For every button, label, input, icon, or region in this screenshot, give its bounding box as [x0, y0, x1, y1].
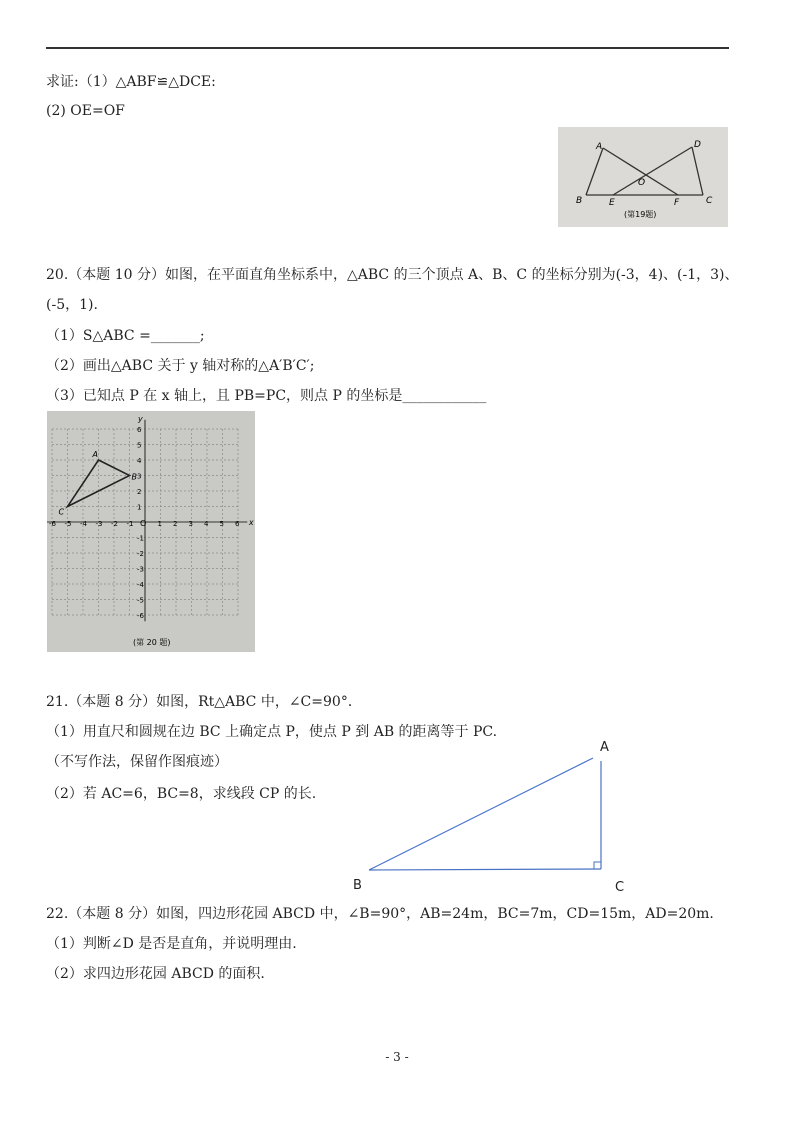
- x-axis-label: x: [248, 518, 254, 527]
- q22-part1: （1）判断∠D 是否是直角，并说明理由.: [46, 936, 297, 952]
- side-bc: [369, 869, 601, 870]
- q19-part2: (2) OE=OF: [46, 103, 125, 119]
- x-tick-label: -2: [111, 520, 118, 528]
- figure-21: [350, 735, 640, 895]
- y-axis-label: y: [138, 414, 143, 424]
- y-tick-label: 1: [137, 503, 142, 512]
- label-f: F: [674, 198, 680, 208]
- x-tick-label: 6: [235, 520, 240, 528]
- q20-stem-line2: (-5，1).: [46, 297, 98, 313]
- figure-21-triangle: [350, 735, 640, 895]
- label-c: C: [706, 196, 713, 206]
- x-tick-label: -5: [64, 520, 72, 528]
- top-rule: [46, 47, 729, 49]
- y-tick-label: 5: [137, 441, 142, 450]
- seg-ab: [586, 148, 603, 195]
- x-tick-label: -6: [49, 520, 56, 528]
- y-tick-label: -2: [137, 550, 144, 558]
- vertex-b-label: B: [353, 878, 362, 893]
- y-tick-label: 4: [137, 457, 142, 465]
- label-a: A: [596, 142, 603, 152]
- y-tick-label: 3: [137, 472, 142, 481]
- vertex-a-label: A: [600, 740, 609, 755]
- seg-dc: [692, 147, 703, 195]
- q22-part2: （2）求四边形花园 ABCD 的面积.: [46, 966, 265, 982]
- x-tick-label: 2: [173, 520, 178, 528]
- x-tick-label: -4: [80, 520, 87, 528]
- seg-de: [613, 147, 692, 195]
- vertex-c-label: C: [58, 507, 65, 517]
- y-tick-label: -4: [137, 581, 144, 589]
- y-tick-label: -1: [137, 534, 144, 543]
- q21-part1: （1）用直尺和圆规在边 BC 上确定点 P，使点 P 到 AB 的距离等于 PC.: [46, 724, 498, 740]
- figure-20-photo: [47, 411, 255, 652]
- label-d: D: [694, 140, 701, 150]
- label-e: E: [609, 198, 615, 208]
- label-o: O: [638, 178, 646, 188]
- side-ab: [369, 758, 593, 870]
- vertex-a-label: A: [92, 450, 98, 459]
- y-tick-label: -5: [137, 596, 144, 605]
- q20-stem-line1: 20.（本题 10 分）如图，在平面直角坐标系中，△ABC 的三个顶点 A、B、C 的坐标分别为(-3，4)、(-1，3)、: [46, 267, 739, 283]
- q19-prove-label: 求证:（1）△ABF≌△DCE:: [46, 74, 216, 90]
- q20-part2: （2）画出△ABC 关于 y 轴对称的△A′B′C′;: [46, 358, 315, 374]
- origin-label: O: [140, 519, 147, 528]
- vertex-b-label: B: [131, 472, 137, 482]
- x-tick-label: -1: [126, 520, 134, 528]
- y-tick-label: 2: [137, 488, 142, 496]
- x-tick-label: -3: [95, 520, 103, 528]
- q20-part1: （1）S△ABC =_______;: [46, 328, 205, 344]
- x-tick-label: 1: [157, 520, 162, 528]
- y-tick-label: -3: [137, 565, 144, 574]
- right-angle-mark: [594, 862, 601, 869]
- q22-stem: 22.（本题 8 分）如图，四边形花园 ABCD 中，∠B=90°，AB=24m，BC=7m，CD=15m，AD=20m.: [46, 906, 714, 922]
- q21-part1-note: （不写作法，保留作图痕迹）: [46, 754, 228, 770]
- figure-19-photo: [558, 127, 728, 227]
- figure-19-caption: (第19题): [624, 210, 657, 219]
- figure-20-caption: (第 20 题): [133, 638, 171, 647]
- y-tick-label: -6: [137, 612, 144, 620]
- page-number: - 3 -: [385, 1050, 409, 1064]
- q20-part3: （3）已知点 P 在 x 轴上，且 PB=PC，则点 P 的坐标是____________: [46, 388, 487, 404]
- y-tick-label: 6: [137, 426, 142, 434]
- q21-part2: （2）若 AC=6，BC=8，求线段 CP 的长.: [46, 786, 317, 802]
- label-b: B: [576, 196, 583, 206]
- x-tick-label: 3: [188, 520, 193, 528]
- vertex-c-label: C: [615, 880, 625, 895]
- figure-19-drawing: [558, 127, 728, 227]
- x-tick-label: 5: [219, 520, 224, 528]
- figure-20-grid: [47, 411, 255, 652]
- x-tick-label: 4: [204, 520, 209, 528]
- q21-stem: 21.（本题 8 分）如图，Rt△ABC 中，∠C=90°．: [46, 694, 362, 710]
